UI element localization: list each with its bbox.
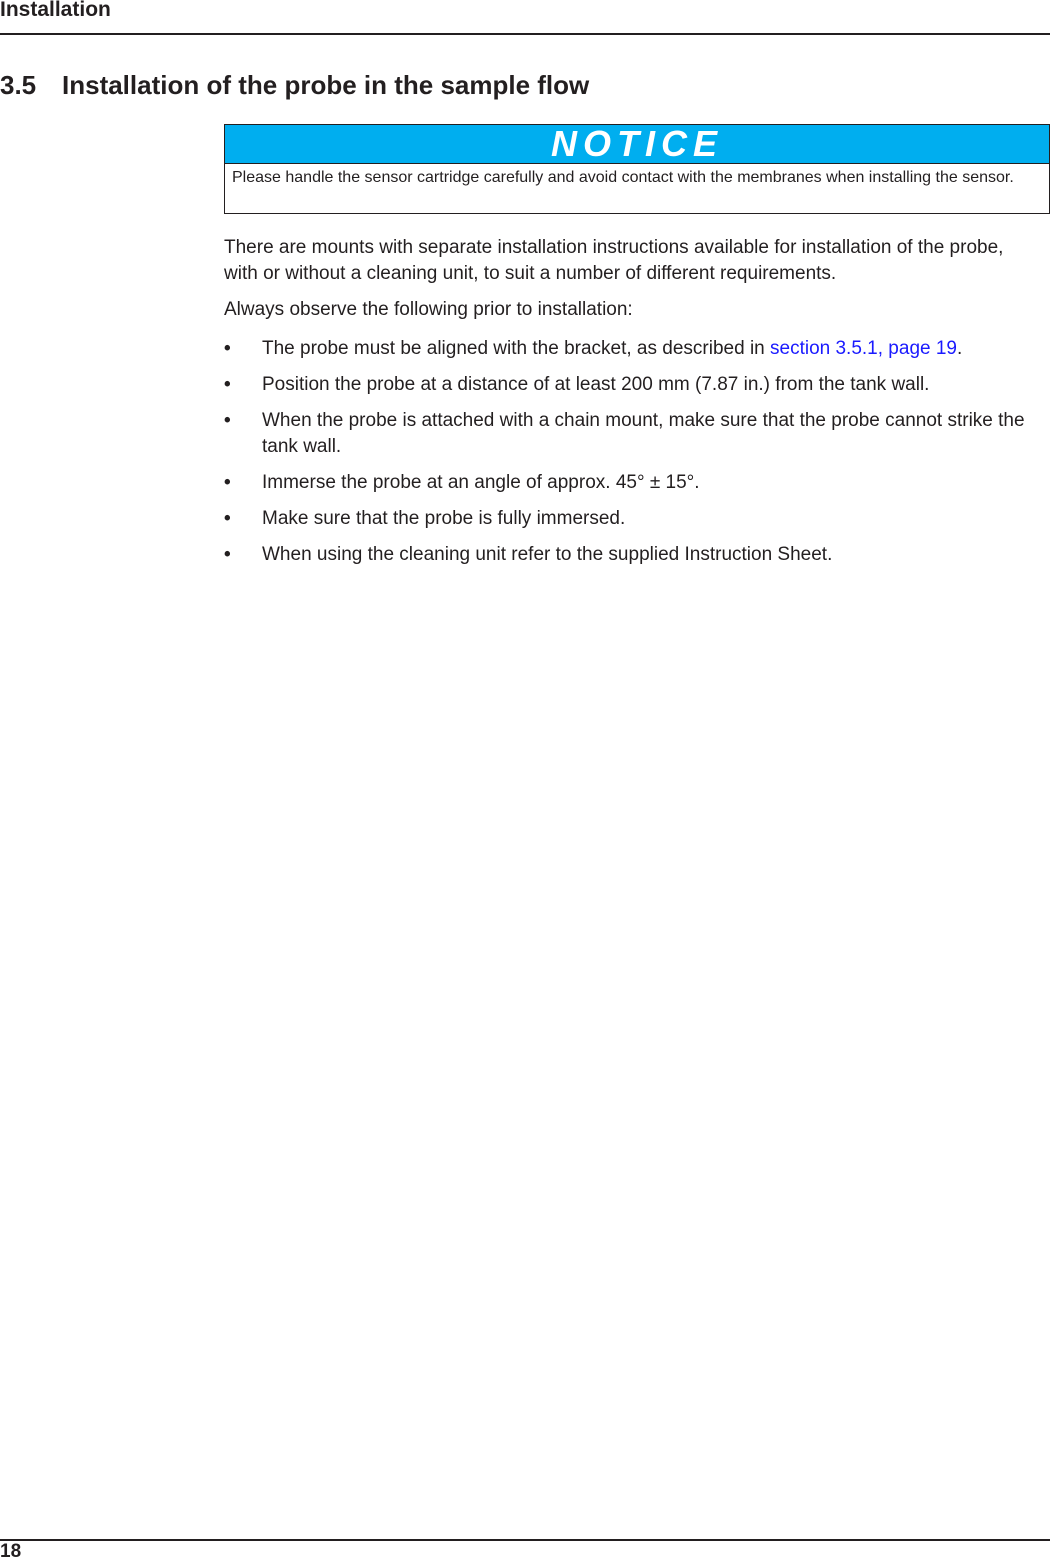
bullet-icon: • (224, 508, 231, 529)
intro-paragraph: There are mounts with separate installation instructions available for installation of the probe, with or without a cleaning unit, to suit a number of different requirements. (224, 237, 1004, 284)
bullet-icon: • (224, 374, 231, 395)
bullet-icon: • (224, 472, 231, 493)
bullet-icon: • (224, 338, 231, 359)
bullet-icon: • (224, 544, 231, 565)
list-item-text: When the probe is attached with a chain mount, make sure that the probe cannot strike the tank wall. (262, 410, 1025, 457)
page-number: 18 (0, 1541, 22, 1562)
list-item (224, 542, 1034, 568)
section-heading (0, 70, 589, 100)
list-item (224, 336, 1034, 362)
notice-box (224, 124, 1050, 214)
notice-label: NOTICE (225, 125, 1049, 164)
bullet-icon: • (224, 410, 231, 431)
section-reference-link[interactable]: section 3.5.1, page 19 (770, 338, 957, 359)
list-item (224, 506, 1034, 532)
header-rule (0, 33, 1050, 35)
running-header: Installation (0, 0, 111, 21)
list-item (224, 372, 1034, 398)
list-item-text-end: . (957, 338, 963, 359)
installation-checklist (224, 336, 1034, 578)
prerequisite-paragraph: Always observe the following prior to installation: (224, 299, 633, 320)
list-item (224, 408, 1034, 460)
section-number: 3.5 (0, 70, 37, 101)
list-item (224, 470, 1034, 496)
footer-rule (0, 1539, 1050, 1541)
list-item-text: When using the cleaning unit refer to the supplied Instruction Sheet. (262, 544, 833, 565)
list-item-text: Make sure that the probe is fully immersed. (262, 508, 626, 529)
list-item-text: Position the probe at a distance of at least 200 mm (7.87 in.) from the tank wall. (262, 374, 930, 395)
list-item-text: The probe must be aligned with the bracket, as described in (262, 338, 771, 359)
notice-text: Please handle the sensor cartridge carefully and avoid contact with the membranes when installing the sensor. (232, 169, 1014, 186)
section-title: Installation of the probe in the sample flow (62, 70, 590, 101)
list-item-text: Immerse the probe at an angle of approx. 45° ± 15°. (262, 472, 700, 493)
